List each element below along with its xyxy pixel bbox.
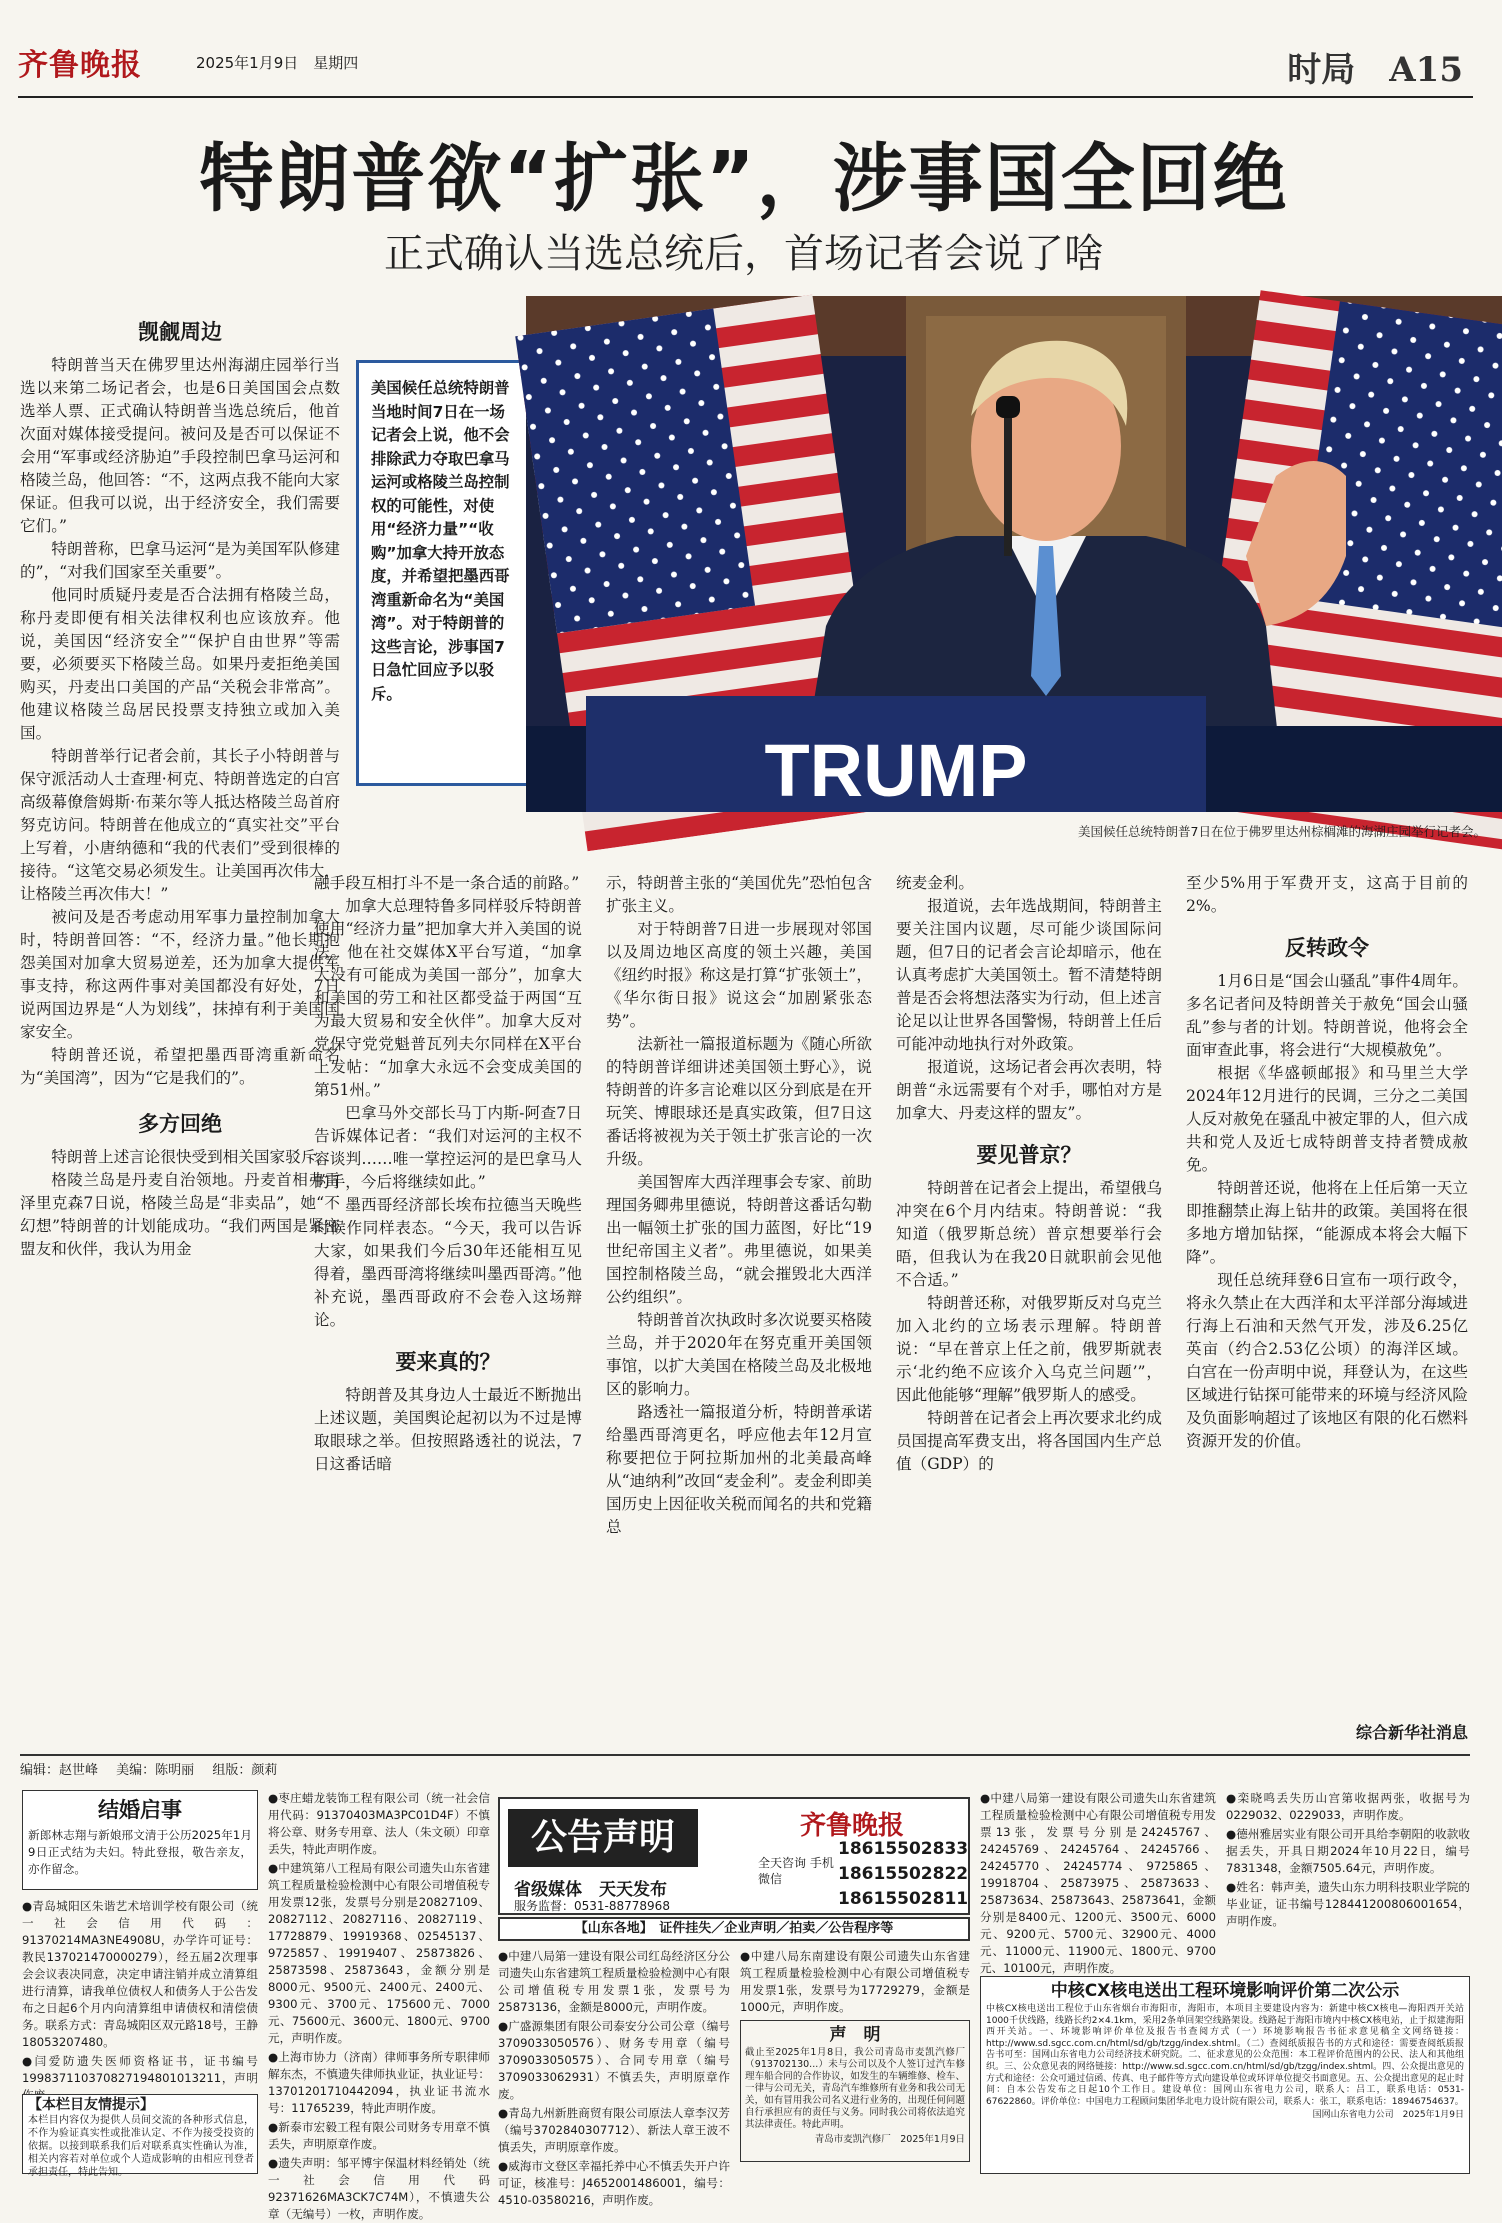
wedding-notice-text: 新郎林志翔与新娘邢文清于公历2025年1月9日正式结为夫妇。特此登报，敬告亲友，亦作留念。 (28, 1828, 252, 1876)
environmental-notice (986, 1978, 1464, 2172)
photo-illustration (526, 296, 1502, 812)
editor-credit: 编辑：赵世峰 (20, 1763, 99, 1778)
notice-service-consult-label: 全天咨询 手机微信 (758, 1856, 834, 1886)
article-paragraph: 报道说，去年选战期间，特朗普主要关注国内议题，尽可能少谈国际问题，但7日的记者会言论却暗示，他在认真考虑扩大美国领土。暂不清楚特朗普是否会将想法落实为行动，但上述言论足以让世界各国警惕，特朗普上任后可能冲动地执行对外政策。 (896, 897, 1162, 1053)
photo-caption: 美国候任总统特朗普7日在位于佛罗里达州棕榈滩的海湖庄园举行记者会。 (1078, 824, 1486, 839)
statement-title: 声 明 (829, 2025, 881, 2045)
classified-item: ●中建筑第八工程局有限公司遗失山东省建筑工程质量检验检测中心有限公司增值税专用发票12张，发票号分别是20827109、20827112、20827116、20827119、17728879、19919368、02545137、9725857、19919407、25873826、25873598、25873643，金额分别是8000元、9500元、2400元、2400元、9300元、3700元、175600元、7000元、75600元、3600元、1800元、9700元，声明作废。 (268, 1861, 490, 2045)
notice-service-categories: 【山东各地】 证件挂失／企业声明／拍卖／公告程序等 (498, 1917, 970, 1941)
article-column-3 (606, 872, 872, 1758)
notice-service-logo: 齐鲁晚报 (800, 1811, 905, 1841)
classified-item: ●中建八局东南建设有限公司遗失山东省建筑工程质量检验检测中心有限公司增值税专用发票1张，发票号为17729279，金额是1000元，声明作废。 (740, 1949, 970, 2014)
tips-title: 【本栏目友情提示】 (28, 2097, 154, 2113)
podium-sign-text: TRUMP (764, 729, 1028, 812)
classified-item: ●姓名：韩声美，遗失山东力明科技职业学院的毕业证，证书编号128441200806001654，声明作废。 (1226, 1880, 1470, 1928)
masthead (18, 40, 1473, 98)
classified-item: ●青岛城阳区朱谐艺术培训学校有限公司（统一社会信用代码：91370214MA3NE4908U，办学许可证号：教民137021470000279），经五届2次理事会会议表决同意，决定申请注销并成立清算组进行清算，请我单位债权人和债务人于公告发布之日起6个月内向清算组申请债权和清偿债务。联系方式：青岛城阳区双元路18号，王静18053207480。 (22, 1899, 258, 2049)
article-paragraph: 路透社一篇报道分析，特朗普承诺给墨西哥湾更名，呼应他去年12月宣称要把位于阿拉斯加州的北美最高峰从“迪纳利”改回“麦金利”。麦金利即美国历史上因征收关税而闻名的共和党籍总 (606, 1403, 872, 1536)
page-subheadline: 正式确认当选总统后，首场记者会说了啥 (384, 231, 1104, 277)
classified-column-2 (268, 1790, 490, 2221)
article-paragraph: 示，特朗普主张的“美国优先”恐怕包含扩张主义。 (606, 874, 872, 915)
phone-number: 18615502811 (838, 1889, 969, 1909)
classified-item: ●栾晓鸣丢失历山宫第收据两张，收据号为0229032、0229033，声明作废。 (1226, 1791, 1470, 1822)
article-paragraph: 特朗普及其身边人士最近不断抛出上述议题，美国舆论起初以为不过是博取眼球之举。但按照路透社的说法，7日这番话暗 (314, 1386, 582, 1473)
article-paragraph: 对于特朗普7日进一步展现对邻国以及周边地区高度的领土兴趣，美国《纽约时报》称这是打算“扩张领土”，《华尔街日报》说这会“加剧紧张态势”。 (606, 920, 872, 1030)
classified-item: ●青岛九州新胜商贸有限公司原法人章李汉芳（编号3702840307712）、新法人章王波不慎丢失，声明原章作废。 (498, 2106, 730, 2154)
article-paragraph: 特朗普当天在佛罗里达州海湖庄园举行当选以来第二场记者会，也是6日美国国会点数选举人票、正式确认特朗普当选总统后，他首次面对媒体接受提问。被问及是否可以保证不会用“军事或经济胁迫”手段控制巴拿马运河和格陵兰岛，他回答：“不，这两点我不能向大家保证。但我可以说，出于经济安全，我们需要它们。” (20, 356, 340, 535)
layout-credit: 组版：颜莉 (212, 1763, 278, 1778)
statement-text: 截止至2025年1月8日，我公司青岛市麦凯汽修厂（913702130...）未与公司以及个人签订过汽车修理车船合同的合作协议，如发生的车辆维修、检车、一律与公司无关，青岛汽车维修所有业务和我公司无关，如有冒用我公司名义进行业务的，出现任何问题自行承担应有的责任与义务。同时我公司将依法追究其法律责任。特此声明。 (745, 2047, 965, 2130)
environmental-notice-signature: 国网山东省电力公司 2025年1月9日 (1312, 2110, 1464, 2121)
classified-column-1 (22, 1898, 258, 2088)
classified-item: ●德州雅居实业有限公司开具给李朝阳的收款收据丢失，开具日期2024年10月22日，编号7831348，金额7505.64元，声明作废。 (1226, 1827, 1470, 1875)
newspaper-logo: 齐鲁晚报 (18, 48, 142, 83)
article-paragraph: 墨西哥经济部长埃布拉德当天晚些时候作同样表态。“今天，我可以告诉大家，如果我们今后30年还能相互见得着，墨西哥湾将继续叫墨西哥湾。”他补充说，墨西哥政府不会卷入这场辩论。 (314, 1196, 582, 1329)
article-paragraph: 巴拿马外交部长马丁内斯-阿查7日告诉媒体记者：“我们对运河的主权不容谈判……唯一掌控运河的是巴拿马人的手，今后将继续如此。” (314, 1104, 582, 1191)
wedding-notice-title: 结婚启事 (98, 1798, 182, 1822)
classified-item: ●中建八局第一建设有限公司红岛经济区分公司遗失山东省建筑工程质量检验检测中心有限公司增值税专用发票1张，发票号为25873136，金额是8000元，声明作废。 (498, 1949, 730, 2014)
press-conference-photo (526, 296, 1502, 812)
article-paragraph: 加拿大总理特鲁多同样驳斥特朗普使用“经济力量”把加拿大并入美国的说法。他在社交媒体X平台写道，“加拿大没有可能成为美国一部分”，加拿大和美国的劳工和社区都受益于两国“互为最大贸易和安全伙伴”。加拿大反对党保守党党魁普瓦列夫尔同样在X平台上发帖：“加拿大永远不会变成美国的第51州。” (314, 897, 582, 1099)
article-paragraph: 法新社一篇报道标题为《随心所欲的特朗普详细讲述美国领土野心》，说特朗普的许多言论难以区分到底是在开玩笑、博眼球还是真实政策，但7日这番话将被视为关于领土扩张言论的一次升级。 (606, 1035, 872, 1168)
section-heading-1: 觊觎周边 (138, 320, 222, 344)
article-column-4 (896, 872, 1162, 1758)
article-paragraph: 特朗普举行记者会前，其长子小特朗普与保守派活动人士查理·柯克、特朗普选定的白宫高级幕僚詹姆斯·布莱尔等人抵达格陵兰岛首府努克访问。特朗普在他成立的“真实社交”平台上写着，小唐纳德和“我的代表们”受到很棒的接待。“这笔交易必须发生。让美国再次伟大，让格陵兰再次伟大！” (20, 747, 340, 903)
classified-column-4 (740, 1948, 970, 2174)
classified-item: ●新泰市宏毅工程有限公司财务专用章不慎丢失，声明原章作废。 (268, 2120, 490, 2151)
notice-service-box (498, 1797, 970, 1915)
article-paragraph: 特朗普首次执政时多次说要买格陵兰岛，并于2020年在努克重开美国领事馆，以扩大美国在格陵兰岛及北极地区的影响力。 (606, 1311, 872, 1398)
classified-item: ●遗失声明：邹平博宇保温材料经销处（统一社会信用代码92371626MA3CK7C74M），不慎遗失公章（无编号）一枚，声明作废。 (268, 2156, 490, 2221)
news-source-credit: 综合新华社消息 (1355, 1723, 1468, 1742)
classified-column-6 (1226, 1790, 1470, 1970)
notice-service-phones (838, 1837, 968, 1912)
tips-notice (28, 2096, 254, 2178)
article-column-1 (20, 310, 340, 1758)
article-paragraph: 1月6日是“国会山骚乱”事件4周年。多名记者问及特朗普关于赦免“国会山骚乱”参与者的计划。特朗普说，他将会全面审查此事，将会进行“大规模赦免”。 (1186, 972, 1468, 1059)
page-headline: 特朗普欲“扩张”，涉事国全回绝 (199, 136, 1289, 222)
article-paragraph: 统麦金利。 (896, 874, 974, 892)
notice-service-hotline: 服务监督：0531-88778968 (514, 1899, 670, 1913)
classified-column-3 (498, 1948, 730, 2207)
article-paragraph: 特朗普在记者会上提出，希望俄乌冲突在6个月内结束。特朗普说：“我知道（俄罗斯总统）普京想要举行会晤，但我认为在我20日就职前会见他不合适。” (896, 1179, 1162, 1289)
article-paragraph: 格陵兰岛是丹麦自治领地。丹麦首相弗雷泽里克森7日说，格陵兰岛是“非卖品”，她“不幻想”特朗普的计划能成功。“我们两国是紧密盟友和伙伴，我认为用金 (20, 1171, 340, 1258)
statement-box-border (740, 2020, 970, 2162)
classified-column-5 (980, 1790, 1216, 1975)
article-paragraph: 特朗普称，巴拿马运河“是为美国军队修建的”，“对我们国家至关重要”。 (20, 540, 340, 581)
tips-text: 本栏目内容仅为提供人员间交流的各种形式信息，不作为验证真实性或批准认定、不作为接受投资的依据。以接到联系我们后对联系真实性确认为准，相关内容若对单位或个人造成影响的由相应刊登者承担责任，特此告知。 (28, 2115, 254, 2178)
article-paragraph: 他同时质疑丹麦是否合法拥有格陵兰岛，称丹麦即便有相关法律权利也应该放弃。他说，美国因“经济安全”“保护自由世界”等需要，必须要买下格陵兰岛。如果丹麦拒绝美国购买，丹麦出口美国的产品“关税会非常高”。他建议格陵兰岛居民投票支持独立或加入美国。 (20, 586, 340, 742)
classified-item: ●广盛源集团有限公司泰安分公司公章（编号3709033050576）、财务专用章（编号3709033050575）、合同专用章（编号3709033062931）不慎丢失，声明原章作废。 (498, 2019, 730, 2101)
article-paragraph: 特朗普还称，对俄罗斯反对乌克兰加入北约的立场表示理解。特朗普说：“早在普京上任之前，俄罗斯就表示‘北约绝不应该介入乌克兰问题’”，因此他能够“理解”俄罗斯人的感受。 (896, 1294, 1162, 1404)
article-paragraph: 至少5%用于军费开支，这高于目前的2%。 (1186, 874, 1468, 915)
section-heading-2: 多方回绝 (138, 1112, 222, 1136)
article-paragraph: 融手段互相打斗不是一条合适的前路。” (314, 874, 580, 892)
issue-date: 2025年1月9日 星期四 (196, 54, 359, 72)
notice-service-slogan: 省级媒体 天天发布 (514, 1880, 667, 1900)
phone-number: 18615502822 (838, 1864, 969, 1884)
designer-credit: 美编：陈明丽 (116, 1763, 195, 1778)
wedding-notice (28, 1793, 252, 1889)
pull-quote-box: 美国候任总统特朗普当地时间7日在一场记者会上说，他不会排除武力夺取巴拿马运河或格陵兰岛控制权的可能性，对使用“经济力量”“收购”加拿大持开放态度，并希望把墨西哥湾重新命名为“美国湾”。对于特朗普的这些言论，涉事国7日急忙回应予以驳斥。 (356, 360, 532, 786)
editors-bar (20, 1754, 1470, 1778)
section-page-label: 时局 A15 (1287, 50, 1463, 90)
classified-item: ●枣庄蜡龙装饰工程有限公司（统一社会信用代码：91370403MA3PC01D4F）不慎将公章、财务专用章、法人（朱文硕）印章丢失，特此声明作废。 (268, 1791, 490, 1856)
notice-service-title: 公告声明 (508, 1809, 698, 1867)
article-paragraph: 特朗普在记者会上再次要求北约成员国提高军费支出，将各国国内生产总值（GDP）的 (896, 1409, 1162, 1473)
classified-item: ●闫爱防遗失医师资格证书，证书编号199837110370827194801013211，声明 (22, 2054, 258, 2085)
article-column-2 (314, 872, 582, 1758)
article-paragraph: 报道说，这场记者会再次表明，特朗普“永远需要有个对手，哪怕对方是加拿大、丹麦这样的盟友”。 (896, 1058, 1162, 1122)
section-heading-5: 反转政令 (1285, 936, 1369, 960)
article-paragraph: 被问及是否考虑动用军事力量控制加拿大时，特朗普回答：“不，经济力量。”他长期抱怨美国对加拿大贸易逆差，还为加拿大提供军事支持，称这两件事对美国都没有好处，7日说两国边界是“人为划线”，抹掉有利于美国国家安全。 (20, 908, 340, 1041)
article-paragraph: 特朗普上述言论很快受到相关国家驳斥。 (51, 1148, 332, 1166)
classified-item: ●上海市协力（济南）律师事务所专职律师解东杰，不慎遗失律师执业证，执业证号：13701201710442094，执业证书流水号：11765239，特此声明作废。 (268, 2050, 490, 2115)
statement-signature: 青岛市麦凯汽修厂 2025年1月9日 (814, 2134, 965, 2145)
classified-item: ●中建八局第一建设有限公司遗失山东省建筑工程质量检验检测中心有限公司增值税专用发票13张，发票号分别是24245767、24245769、24245764、24245766、24245770、24245774、9725865、19918704、25873975、25873633、25873634、25873643、25873641，金额分别是8400元、1200元、3500元、6000元、9200元、5700元、32900元、4000元、11000元、11900元、1800元、9700元、10100元，声明作废。 (980, 1791, 1216, 1975)
article-paragraph: 根据《华盛顿邮报》和马里兰大学2024年12月进行的民调，三分之二美国人反对赦免在骚乱中被定罪的人，但六成共和党人及近七成特朗普支持者赞成赦免。 (1186, 1064, 1468, 1174)
article-paragraph: 美国智库大西洋理事会专家、前助理国务卿弗里德说，特朗普这番话勾勒出一幅领土扩张的国力蓝图，好比“19世纪帝国主义者”。弗里德说，如果美国控制格陵兰岛，“就会摧毁北大西洋公约组织”。 (606, 1173, 872, 1306)
article-paragraph: 现任总统拜登6日宣布一项行政令，将永久禁止在大西洋和太平洋部分海域进行海上石油和天然气开发，涉及6.25亿英亩（约合2.53亿公顷）的海洋区域。白宫在一份声明中说，拜登认为，在这些区域进行钻探可能带来的环境与经济风险及负面影响超过了该地区有限的化石燃料资源开发的价值。 (1186, 1271, 1468, 1450)
phone-number: 18615502833 (838, 1839, 969, 1859)
article-paragraph: 特朗普还说，他将在上任后第一天立即推翻禁止海上钻井的政策。美国将在很多地方增加钻探，“能源成本将会大幅下降”。 (1186, 1179, 1468, 1266)
environmental-notice-title: 中核CX核电送出工程环境影响评价第二次公示 (1050, 1981, 1400, 2001)
article-column-5 (1186, 872, 1468, 1718)
environmental-notice-text: 中核CX核电送出工程位于山东省烟台市海阳市，海阳市，本项目主要建设内容为：新建中核CX核电—海阳西开关站1000千伏线路，线路长约2×4.1km，采用2条单回架空线路架设。线路起于海阳市境内中核CX核电站，止于拟建海阳西开关站。一、环境影响评价单位及报告书查阅方式（一）环境影响报告书征求意见稿全文网络链接：http://www.sd.sgcc.com.cn/html/sd/gb/tzgg/index.shtml。（二）查阅纸质报告书的方式和途径：需要查阅纸质报告书可至：国网山东省电力公司经济技术研究院。二、征求意见的公众范围：本工程评价范围内的公民、法人和其他组织。三、公众意见表的网络链接：http://www.sd.sgcc.com.cn/html/sd/gb/tzgg/index.shtml。四、公众提出意见的方式和途径：公众可通过信函、传真、电子邮件等方式向建设单位或环评单位提交书面意见。五、公众提出意见的起止时间：自本公告发布之日起10个工作日。建设单位：国网山东省电力公司，联系人：吕工，联系电话：0531-67622860。评价单位：中国电力工程顾问集团华北电力设计院有限公司，联系人：张工，联系电话：18946754637。 (986, 2004, 1464, 2107)
article-paragraph: 特朗普还说，希望把墨西哥湾重新命名为“美国湾”，因为“它是我们的”。 (20, 1046, 340, 1087)
section-heading-4: 要见普京？ (976, 1143, 1082, 1167)
section-heading-3: 要来真的？ (395, 1350, 501, 1374)
classified-item: ●威海市文登区幸福托养中心不慎丢失开户许可证，核准号：J4652001486001，编号：4510-03580216，声明作废。 (498, 2159, 730, 2207)
